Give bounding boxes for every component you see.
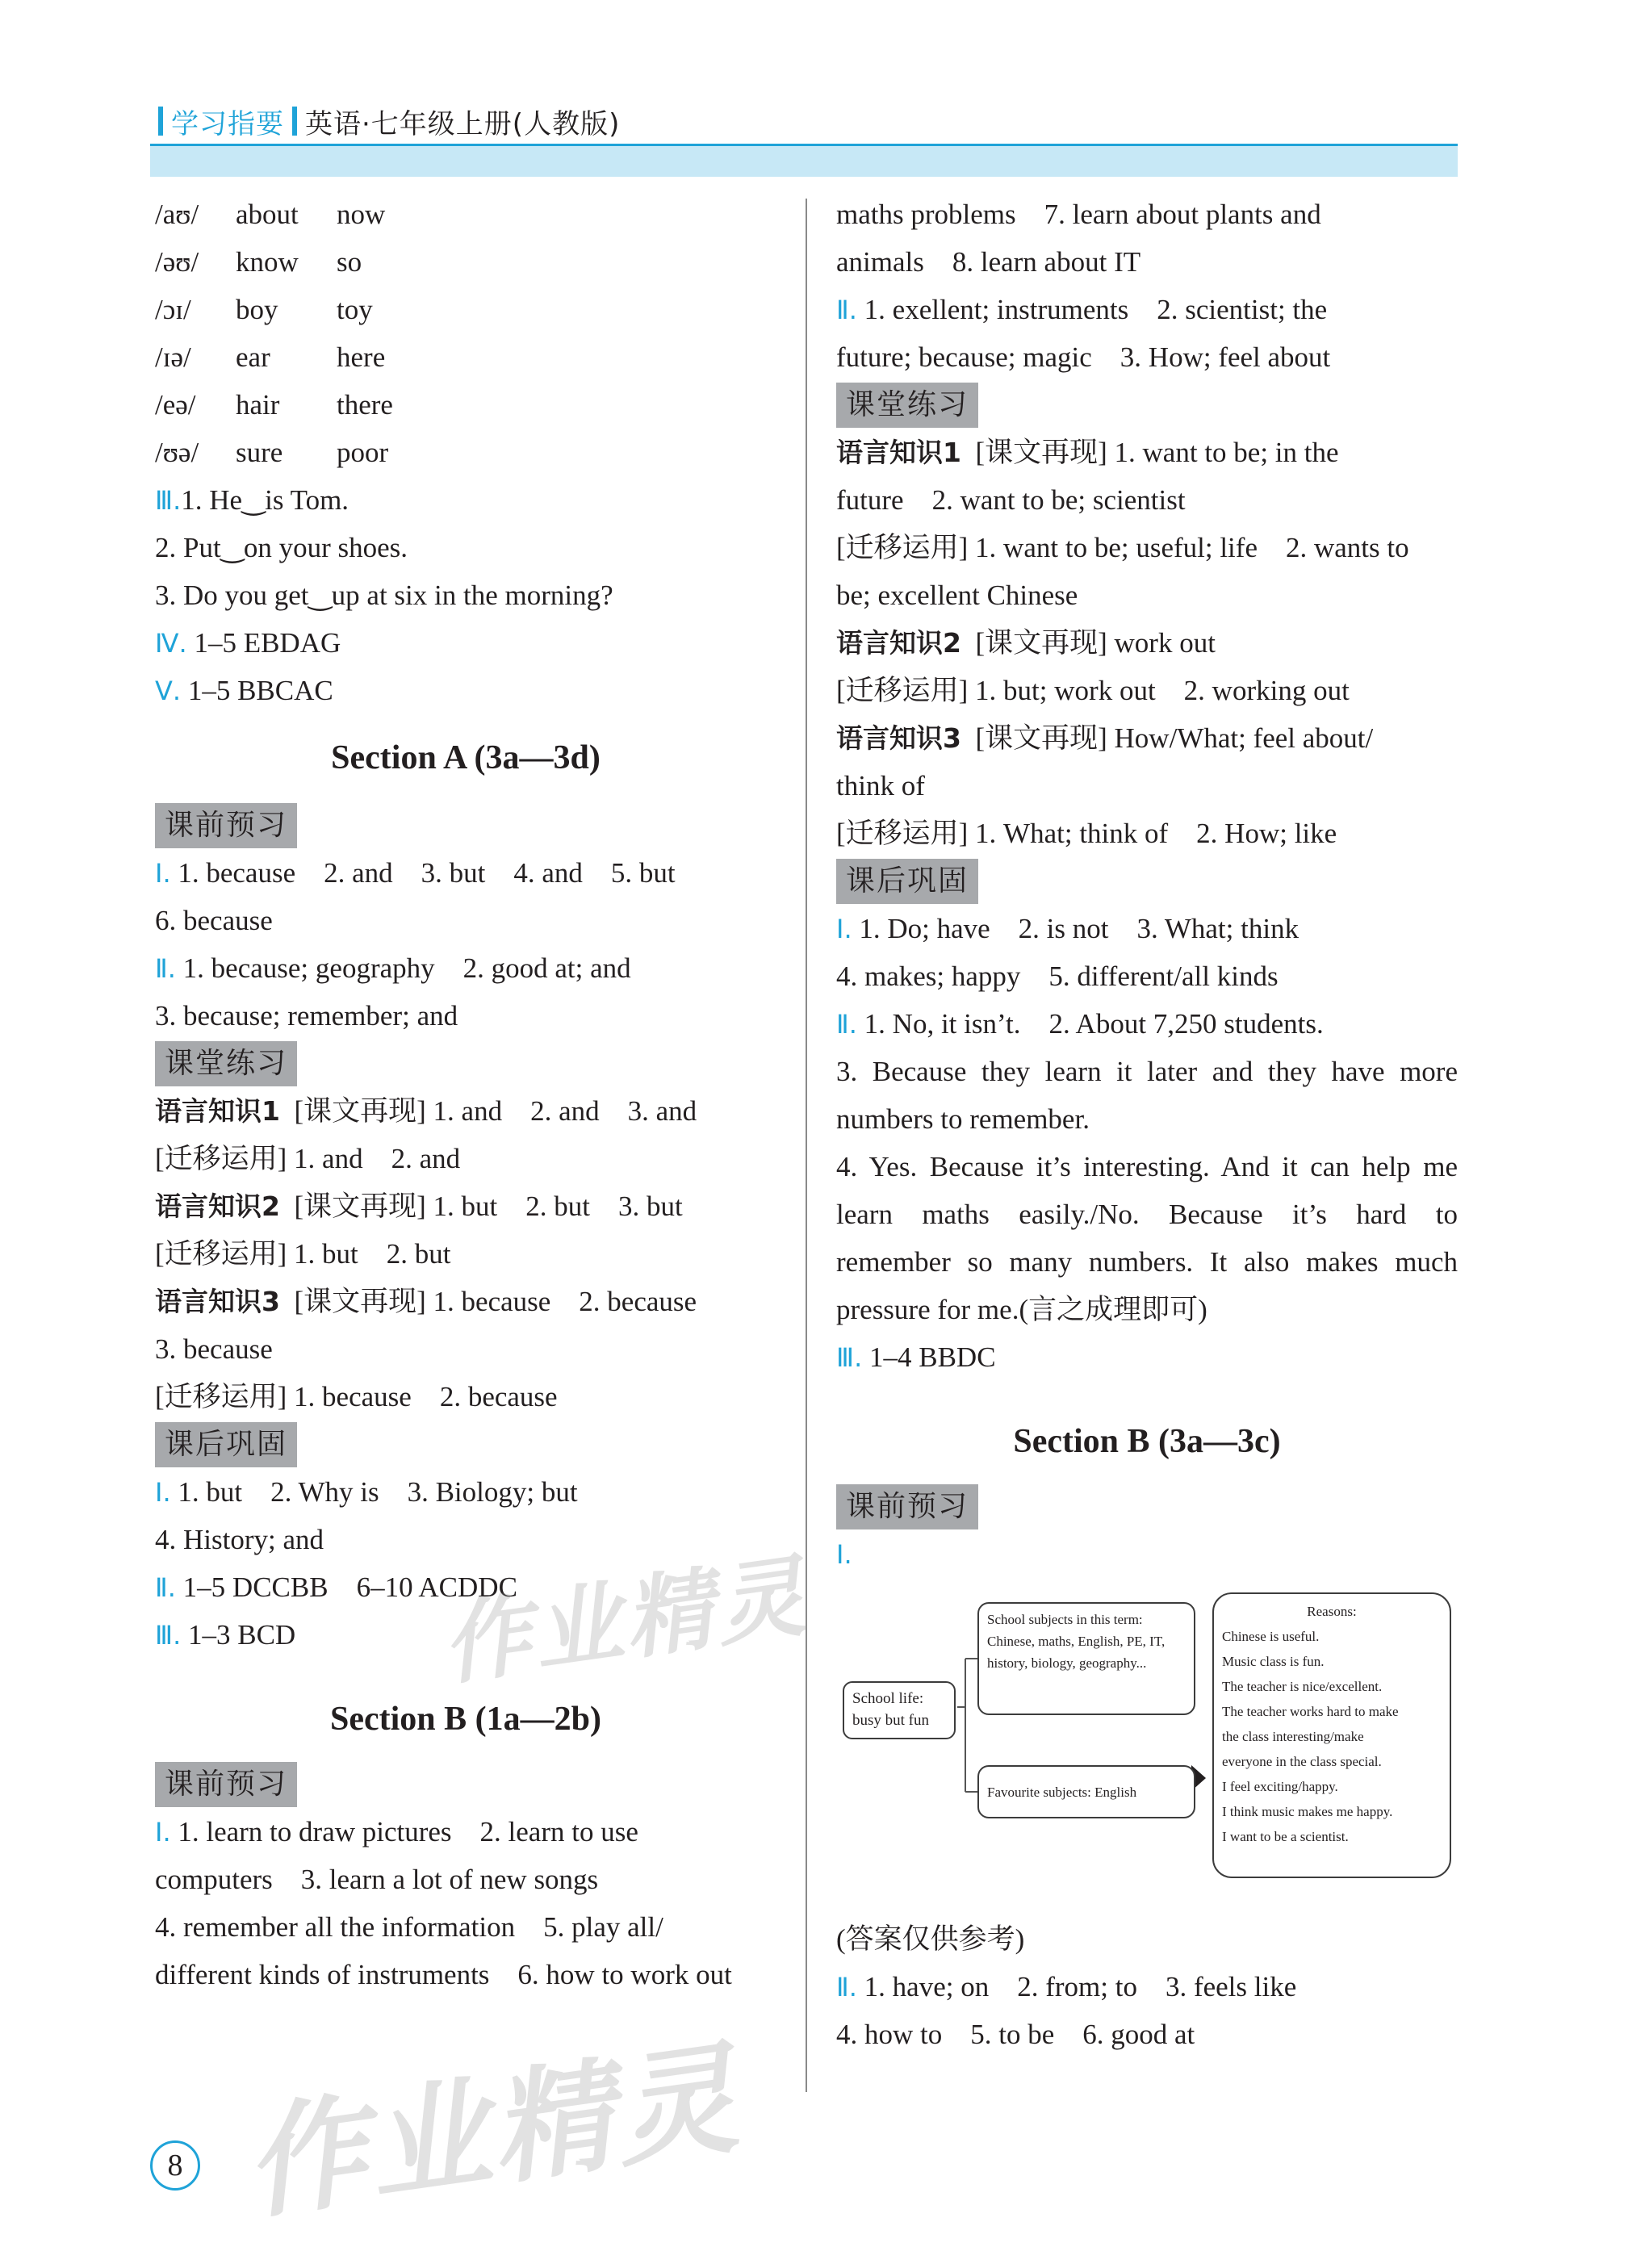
answer-line: future; because; magic 3. How; feel about [836, 341, 1331, 373]
answer-line: future 2. want to be; scientist [836, 484, 1186, 516]
answer-note: (答案仅供参考) [836, 1923, 1025, 1955]
answer-line [155, 1278, 776, 1325]
ipa-word: hair [236, 389, 280, 421]
ipa-word: toy [337, 294, 373, 325]
header-band [150, 144, 1458, 177]
answer-line: 3. because [155, 1333, 273, 1365]
knowledge-label: 语言知识3 [836, 722, 961, 754]
answer-line: learn maths easily./No. Because it’s hard to [836, 1199, 1458, 1230]
answer-line: maths problems 7. learn about plants and [836, 199, 1321, 230]
ipa-word: boy [236, 294, 278, 325]
left-column [155, 190, 776, 1998]
ipa-word: now [337, 199, 386, 230]
tag-classroom: 课堂练习 [155, 1041, 297, 1086]
tag-line [155, 1760, 776, 1808]
tag-pre-study: 课前预习 [155, 803, 297, 848]
answer-line: 2. Put‿on your shoes. [155, 532, 408, 563]
answer-line: be; excellent Chinese [836, 580, 1078, 611]
answer-line: different kinds of instruments 6. how to work out [155, 1959, 732, 1990]
tag-after-class: 课后巩固 [155, 1422, 297, 1467]
answer-line [836, 286, 1458, 333]
answer-text: 1–5 DCCBB 6–10 ACDDC [175, 1571, 517, 1603]
answer-text: 1. exellent; instruments 2. scientist; the [856, 294, 1328, 325]
ipa-word: know [236, 246, 299, 278]
answer-text: [课文再现] 1. because 2. because [279, 1286, 697, 1317]
roman-numeral: Ⅱ. [836, 295, 857, 325]
tag-pre-study: 课前预习 [836, 1484, 978, 1529]
watermark: 作业精灵 [435, 1543, 814, 1698]
answer-line [155, 944, 776, 992]
ipa-symbol: /eə/ [155, 389, 196, 421]
section-heading: Section B (1a—2b) [330, 1701, 601, 1738]
header-book-title: 英语·七年级上册(人教版) [305, 107, 621, 140]
ipa-word: about [236, 199, 299, 230]
ipa-row [155, 286, 776, 333]
answer-line [155, 1468, 776, 1516]
roman-numeral: Ⅳ. [155, 628, 187, 659]
answer-line: [迁移运用] 1. want to be; useful; life 2. wants to [836, 532, 1409, 563]
roman-numeral: Ⅰ. [155, 1477, 171, 1508]
answer-text: [课文再现] 1. and 2. and 3. and [279, 1095, 697, 1127]
roman-numeral: Ⅲ. [836, 1342, 863, 1373]
answer-text: 1. No, it isn’t. 2. About 7,250 students. [856, 1008, 1324, 1040]
tag-line [155, 1421, 776, 1468]
roman-numeral: Ⅴ. [155, 676, 182, 706]
reason-item: Music class is fun. [1222, 1654, 1325, 1669]
answer-line: think of [836, 770, 925, 801]
answer-line [836, 619, 1458, 667]
answer-line: 3. Because they learn it later and they have more [836, 1056, 1458, 1087]
answer-text: 1–4 BBDC [862, 1341, 996, 1373]
answer-line: animals 8. learn about IT [836, 246, 1141, 278]
answer-line: numbers to remember. [836, 1103, 1090, 1135]
answer-line: 4. Yes. Because it’s interesting. And it can help me [836, 1151, 1458, 1182]
answer-text: 1. He‿is Tom. [181, 484, 349, 516]
answer-line [155, 667, 776, 714]
reason-item: The teacher works hard to make [1222, 1704, 1399, 1719]
answer-text: 1–5 EBDAG [186, 627, 341, 659]
answer-line: pressure for me.(言之成理即可) [836, 1294, 1207, 1325]
ipa-word: here [337, 341, 386, 373]
tag-classroom: 课堂练习 [836, 383, 978, 428]
answer-line: 4. how to 5. to be 6. good at [836, 2019, 1195, 2050]
knowledge-label: 语言知识2 [836, 627, 961, 659]
answer-line [155, 476, 776, 524]
roman-numeral: Ⅲ. [155, 485, 182, 516]
roman-numeral: Ⅱ. [155, 953, 176, 984]
knowledge-label: 语言知识2 [155, 1190, 280, 1222]
answer-text: 1. have; on 2. from; to 3. feels like [856, 1971, 1297, 2002]
reason-item: I want to be a scientist. [1222, 1829, 1349, 1844]
ipa-symbol: /ɔɪ/ [155, 294, 191, 325]
answer-line: 4. History; and [155, 1524, 324, 1555]
right-column [836, 190, 1458, 2058]
roman-numeral: Ⅰ. [836, 914, 852, 944]
ipa-row [155, 238, 776, 286]
answer-text: 1. Do; have 2. is not 3. What; think [852, 913, 1299, 944]
knowledge-label: 语言知识1 [155, 1095, 280, 1127]
ipa-word: sure [236, 437, 283, 468]
ipa-word: poor [337, 437, 389, 468]
section-heading: Section B (3a—3c) [1013, 1423, 1281, 1460]
tag-line [155, 1040, 776, 1087]
page-header [150, 103, 620, 139]
reason-item: I think music makes me happy. [1222, 1804, 1393, 1819]
ipa-row [155, 190, 776, 238]
ipa-row [155, 381, 776, 429]
tag-after-class: 课后巩固 [836, 859, 978, 904]
answer-line: [迁移运用] 1. because 2. because [155, 1381, 558, 1412]
ipa-row [155, 429, 776, 476]
root-node: School life: busy but fun [843, 1681, 956, 1739]
knowledge-label: 语言知识1 [836, 437, 961, 468]
ipa-word: so [337, 246, 362, 278]
answer-line [836, 429, 1458, 476]
header-series: 学习指要 [171, 107, 284, 140]
roman-numeral: Ⅱ. [836, 1009, 857, 1040]
column-divider [806, 199, 807, 2092]
answer-line [836, 1333, 1458, 1381]
answer-line [155, 1087, 776, 1135]
reason-item: everyone in the class special. [1222, 1754, 1382, 1769]
ipa-symbol: /əʊ/ [155, 246, 199, 278]
answer-line: computers 3. learn a lot of new songs [155, 1864, 599, 1895]
answer-line: 3. because; remember; and [155, 1000, 458, 1031]
answer-line: 3. Do you get‿up at six in the morning? [155, 580, 613, 611]
answer-text: 1. but 2. Why is 3. Biology; but [170, 1476, 578, 1508]
answer-line [155, 1611, 776, 1659]
answer-text: [课文再现] How/What; feel about/ [960, 722, 1374, 754]
reason-item: I feel exciting/happy. [1222, 1779, 1338, 1794]
answer-line [155, 1563, 776, 1611]
answer-line [836, 1530, 1458, 1578]
answer-text: [课文再现] 1. want to be; in the [960, 437, 1339, 468]
reason-item: Chinese is useful. [1222, 1629, 1320, 1644]
answer-text: 1. because; geography 2. good at; and [175, 952, 631, 984]
answer-line [836, 1000, 1458, 1048]
tag-line [836, 1483, 1458, 1530]
answer-line: remember so many numbers. It also makes much [836, 1246, 1458, 1278]
answer-line: 6. because [155, 905, 273, 936]
answer-text: [课文再现] 1. but 2. but 3. but [279, 1190, 683, 1222]
reason-item: The teacher is nice/excellent. [1222, 1679, 1383, 1694]
answer-line [836, 714, 1458, 762]
ipa-symbol: /ʊə/ [155, 437, 199, 468]
answer-line: 4. remember all the information 5. play all/ [155, 1911, 663, 1943]
answer-line [155, 1182, 776, 1230]
page-number: 8 [150, 2140, 200, 2191]
roman-numeral: Ⅱ. [155, 1572, 176, 1603]
answer-line [836, 905, 1458, 952]
ipa-symbol: /aʊ/ [155, 199, 199, 230]
ipa-word: there [337, 389, 393, 421]
answer-line [155, 849, 776, 897]
reason-item: the class interesting/make [1222, 1729, 1364, 1744]
answer-text: 1–5 BBCAC [181, 675, 333, 706]
answer-line: [迁移运用] 1. but; work out 2. working out [836, 675, 1350, 706]
ipa-row [155, 333, 776, 381]
tag-line [155, 801, 776, 849]
answer-line: [迁移运用] 1. What; think of 2. How; like [836, 818, 1337, 849]
answer-text: 1–3 BCD [181, 1619, 296, 1651]
tag-line [836, 381, 1458, 429]
knowledge-label: 语言知识3 [155, 1286, 280, 1317]
favourite-node: Favourite subjects: English [977, 1765, 1195, 1818]
roman-numeral: Ⅰ. [836, 1539, 852, 1570]
ipa-word: ear [236, 341, 270, 373]
answer-line [155, 619, 776, 667]
subjects-node: School subjects in this term: Chinese, maths, English, PE, IT, history, biology, geography... [977, 1602, 1195, 1715]
reasons-node [1212, 1592, 1451, 1878]
roman-numeral: Ⅱ. [836, 1972, 857, 2002]
watermark: 作业精灵 [236, 2027, 749, 2237]
reasons-title: Reasons: [1307, 1604, 1357, 1619]
roman-numeral: Ⅰ. [155, 1817, 171, 1847]
answer-line: 4. makes; happy 5. different/all kinds [836, 960, 1279, 992]
section-heading: Section A (3a—3d) [331, 739, 601, 776]
tag-line [836, 857, 1458, 905]
mind-map-diagram [836, 1586, 1458, 1909]
answer-line: [迁移运用] 1. but 2. but [155, 1238, 451, 1270]
answer-text: [课文再现] work out [960, 627, 1216, 659]
header-separator [292, 107, 297, 136]
answer-line [155, 1808, 776, 1856]
answer-text: 1. because 2. and 3. but 4. and 5. but [170, 857, 676, 889]
roman-numeral: Ⅲ. [155, 1620, 182, 1651]
answer-text: 1. learn to draw pictures 2. learn to use [170, 1816, 638, 1847]
tag-pre-study: 课前预习 [155, 1762, 297, 1807]
answer-line [836, 1963, 1458, 2011]
header-bar [158, 107, 163, 136]
ipa-symbol: /ɪə/ [155, 341, 191, 373]
roman-numeral: Ⅰ. [155, 858, 171, 889]
answer-line: [迁移运用] 1. and 2. and [155, 1143, 461, 1174]
